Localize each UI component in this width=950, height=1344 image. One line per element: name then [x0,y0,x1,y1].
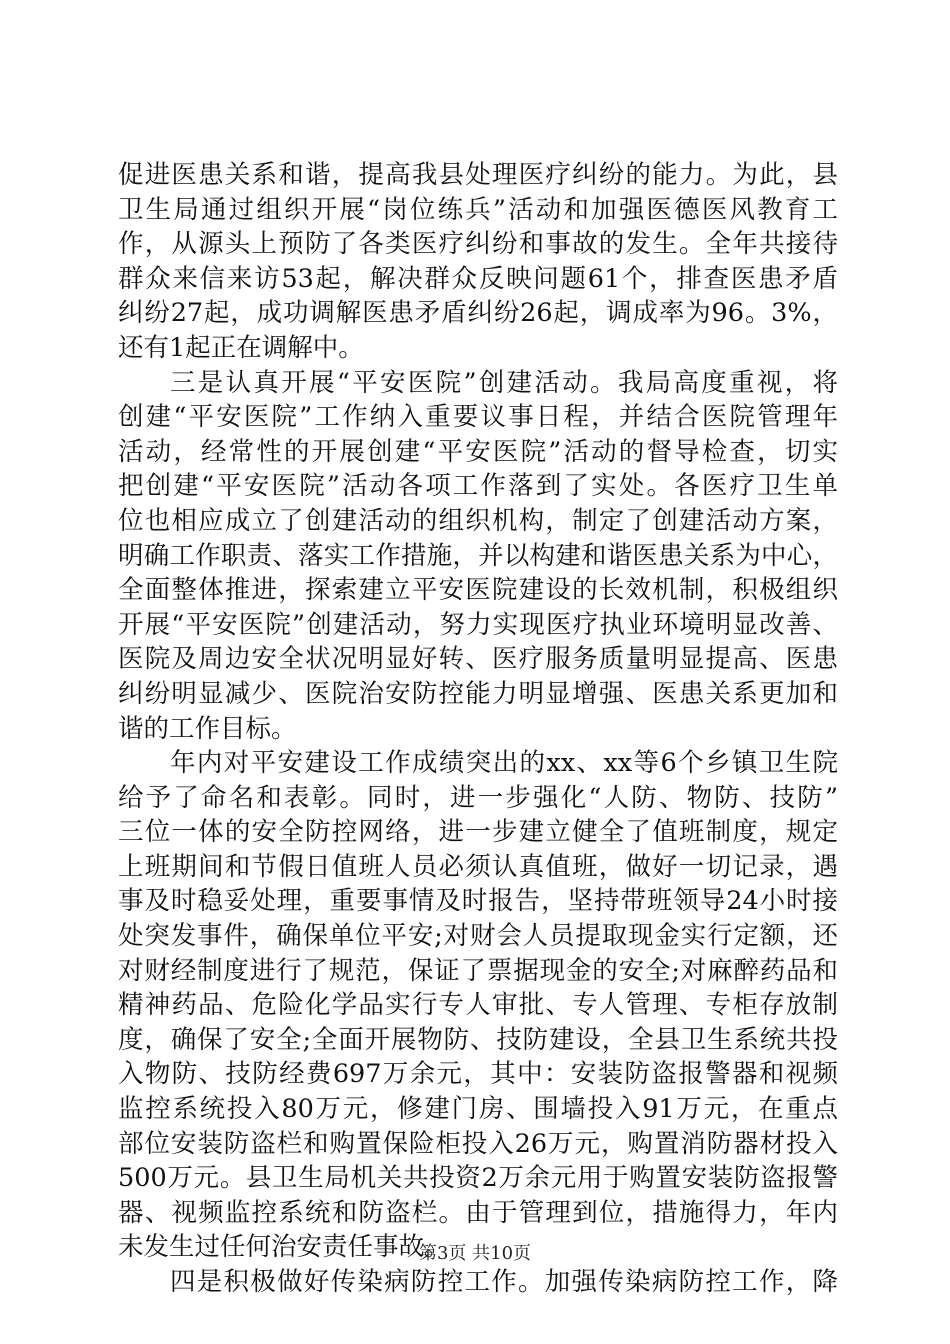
text-line: 开展“平安医院”创建活动，努力实现医疗执业环境明显改善、 [118,609,838,640]
text-line: 处突发事件，确保单位平安;对财会人员提取现金实行定额，还 [118,921,838,952]
text-line: 未发生过任何治安责任事故。 [118,1232,450,1263]
text-line: 给予了命名和表彰。同时，进一步强化“人防、物防、技防” [118,782,838,813]
text-line: 器、视频监控系统和防盗栏。由于管理到位，措施得力，年内 [118,1197,838,1228]
text-line: 年内对平安建设工作成绩突出的xx、xx等6个乡镇卫生院 [170,748,838,779]
text-line: 500万元。县卫生局机关共投资2万余元用于购置安装防盗报警 [118,1163,838,1194]
text-line: 明确工作职责、落实工作措施，并以构建和谐医患关系为中心， [118,540,838,571]
text-line: 把创建“平安医院”活动各项工作落到了实处。各医疗卫生单 [118,471,838,502]
text-line: 纠纷27起，成功调解医患矛盾纠纷26起，调成率为96。3%， [118,298,838,329]
text-line: 作，从源头上预防了各类医疗纠纷和事故的发生。全年共接待 [118,229,838,260]
text-line: 对财经制度进行了规范，保证了票据现金的安全;对麻醉药品和 [118,955,838,986]
text-line: 入物防、技防经费697万余元，其中：安装防盗报警器和视频 [118,1059,838,1090]
text-line: 四是积极做好传染病防控工作。加强传染病防控工作，降 [170,1267,838,1297]
text-line: 群众来信来访53起，解决群众反映问题61个，排查医患矛盾 [118,263,838,294]
text-line: 位也相应成立了创建活动的组织机构，制定了创建活动方案， [118,505,838,536]
text-line: 全面整体推进，探索建立平安医院建设的长效机制，积极组织 [118,575,838,606]
text-line: 谐的工作目标。 [118,713,297,744]
text-line: 纠纷明显减少、医院治安防控能力明显增强、医患关系更加和 [118,678,838,709]
text-line: 三是认真开展“平安医院”创建活动。我局高度重视，将 [170,367,838,398]
page-footer: 第3页 共10页 [418,1243,532,1264]
text-line: 创建“平安医院”工作纳入重要议事日程，并结合医院管理年 [118,402,838,433]
text-line: 部位安装防盗栏和购置保险柜投入26万元，购置消防器材投入 [118,1128,838,1159]
text-line: 监控系统投入80万元，修建门房、围墙投入91万元，在重点 [118,1094,838,1125]
text-line: 度，确保了安全;全面开展物防、技防建设，全县卫生系统共投 [118,1024,838,1055]
text-line: 上班期间和节假日值班人员必须认真值班，做好一切记录，遇 [118,851,838,882]
text-line: 促进医患关系和谐，提高我县处理医疗纠纷的能力。为此，县 [118,160,838,190]
text-line: 医院及周边安全状况明显好转、医疗服务质量明显提高、医患 [118,644,838,675]
text-line: 精神药品、危险化学品实行专人审批、专人管理、专柜存放制 [118,990,838,1021]
text-line: 事及时稳妥处理，重要事情及时报告，坚持带班领导24小时接 [118,886,838,917]
text-line: 还有1起正在调解中。 [118,332,364,363]
text-line: 活动，经常性的开展创建“平安医院”活动的督导检查，切实 [118,436,838,467]
text-line: 三位一体的安全防控网络，进一步建立健全了值班制度，规定 [118,817,838,848]
text-line: 卫生局通过组织开展“岗位练兵”活动和加强医德医风教育工 [118,194,838,225]
body-text [118,158,838,1300]
